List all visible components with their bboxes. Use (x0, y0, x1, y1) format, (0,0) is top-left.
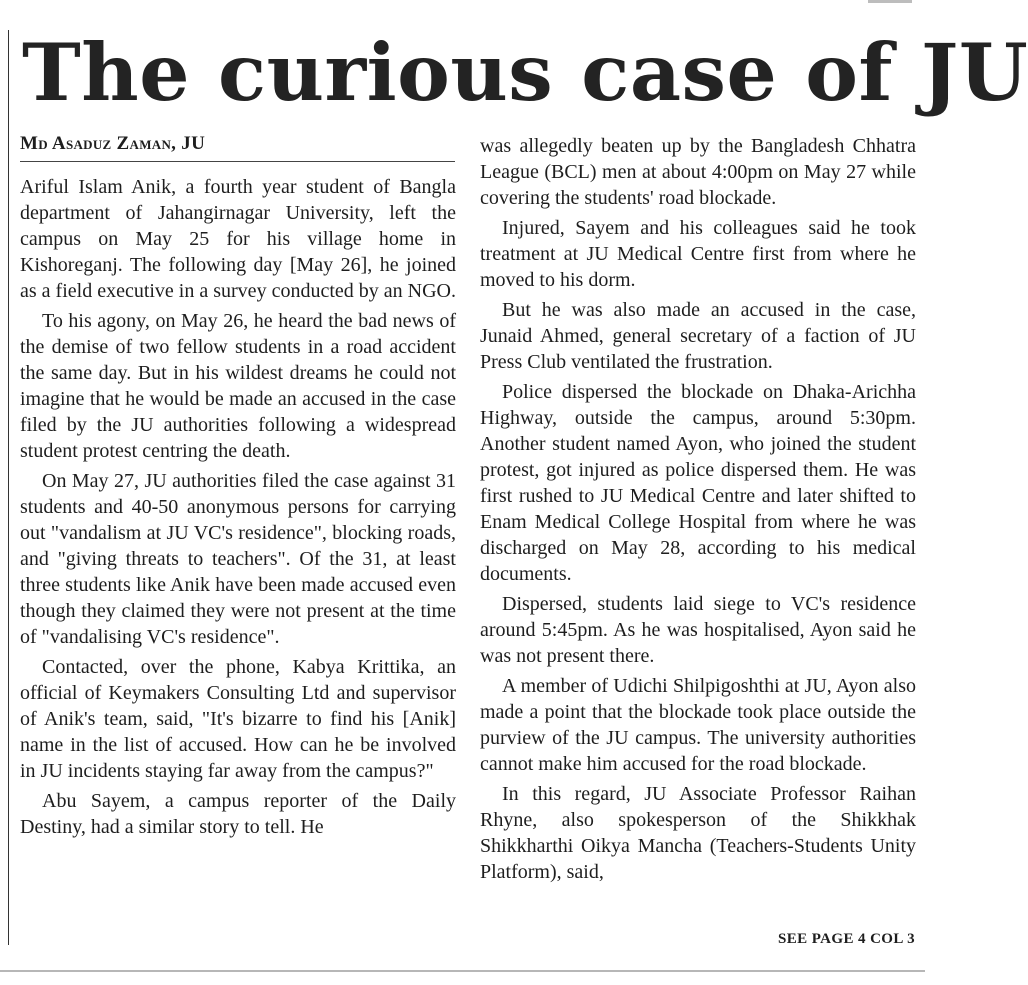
paragraph: A member of Udichi Shilpigoshthi at JU, Ayon also made a point that the blockade took place outside the purview of the JU campus. The university authorities cannot make him accused for the road blockade. (480, 675, 916, 775)
paragraph: Dispersed, students laid siege to VC's residence around 5:45pm. As he was hospitalised, Ayon said he was not present there. (480, 593, 916, 667)
paragraph: Contacted, over the phone, Kabya Krittika, an official of Keymakers Consulting Ltd and supervisor of Anik's team, said, "It's bizarre to find his [Anik] name in the list of accused. How can he be involved in JU incidents staying far away from the campus?" (20, 656, 456, 782)
paragraph: To his agony, on May 26, he heard the bad news of the demise of two fellow students in a road accident the same day. But in his wildest dreams he could not imagine that he would be made an accused in the case filed by the JU authorities following a widespread student protest centring the death. (20, 310, 456, 462)
paragraph: In this regard, JU Associate Professor Raihan Rhyne, also spokesperson of the Shikkhak Shikkharthi Oikya Mancha (Teachers-Students Unity Platform), said, (480, 783, 916, 883)
left-column (20, 174, 456, 844)
top-edge-mark (868, 0, 912, 3)
bottom-divider (0, 970, 925, 972)
paragraph: But he was also made an accused in the case, Junaid Ahmed, general secretary of a faction of JU Press Club ventilated the frustration. (480, 299, 916, 373)
paragraph: Ariful Islam Anik, a fourth year student of Bangla department of Jahangirnagar University, left the campus on May 25 for his village home in Kishoreganj. The following day [May 26], he joined as a field executive in a survey conducted by an NGO. (20, 176, 456, 302)
byline: Md Asaduz Zaman, JU (20, 133, 206, 154)
left-column-rule (8, 30, 9, 945)
continuation-note: SEE PAGE 4 COL 3 (778, 931, 915, 947)
paragraph: Injured, Sayem and his colleagues said he took treatment at JU Medical Centre first from where he moved to his dorm. (480, 217, 916, 291)
paragraph: Police dispersed the blockade on Dhaka-Arichha Highway, outside the campus, around 5:30pm. Another student named Ayon, who joined the student protest, got injured as police dispersed them. He was first rushed to JU Medical Centre and later shifted to Enam Medical College Hospital from where he was discharged on May 28, according to his medical documents. (480, 381, 916, 585)
paragraph: was allegedly beaten up by the Bangladesh Chhatra League (BCL) men at about 4:00pm on May 27 while covering the students' road blockade. (480, 135, 916, 209)
paragraph: On May 27, JU authorities filed the case against 31 students and 40-50 anonymous persons for carrying out "vandalism at JU VC's residence", blocking roads, and "giving threats to teachers". Of the 31, at least three students like Anik have been made accused even though they claimed they were not present at the time of "vandalising VC's residence". (20, 470, 456, 648)
headline: The curious case of JU (22, 26, 1028, 119)
right-column (480, 133, 916, 889)
paragraph: Abu Sayem, a campus reporter of the Daily Destiny, had a similar story to tell. He (20, 790, 456, 838)
byline-divider (20, 161, 455, 162)
